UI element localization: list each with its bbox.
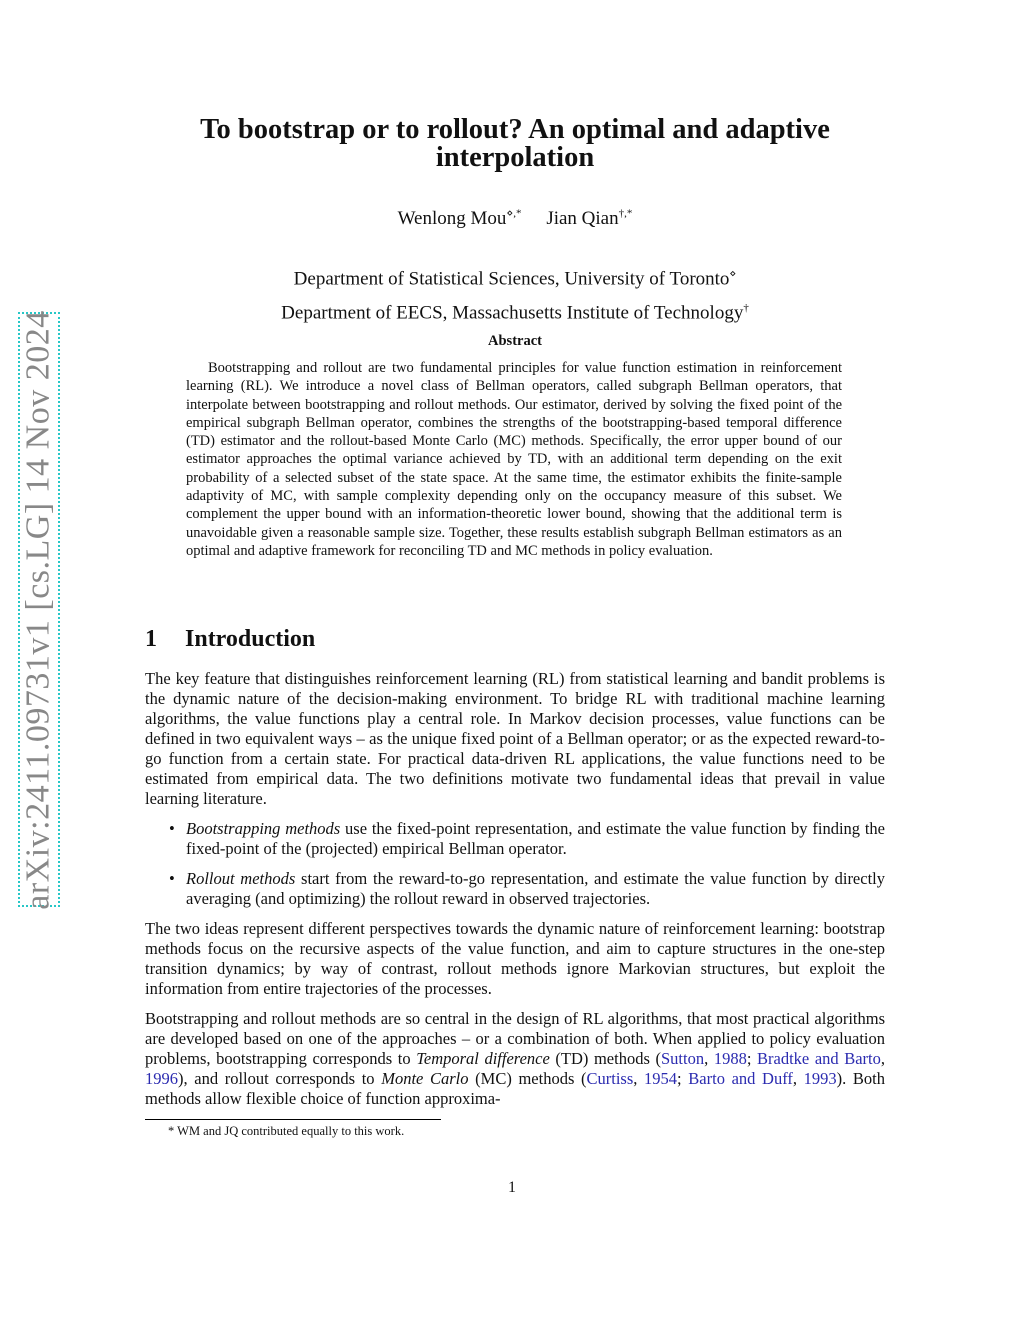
footnote-rule [145, 1119, 441, 1120]
affiliation: Department of EECS, Massachusetts Institute of Technology† [281, 302, 749, 324]
author: Jian Qian†,* [546, 208, 633, 230]
citation-link[interactable]: Curtiss [586, 1069, 634, 1088]
arxiv-stamp-text: arXiv:2411.09731v1 [cs.LG] 14 Nov 2024 [20, 309, 58, 910]
paragraph: Bootstrapping and rollout methods are so central in the design of RL algorithms, that most practical algorithms are developed based on one of the approaches – or a combination of both. When applied to policy evaluation problems, bootstrapping corresponds to Temporal difference (TD) methods (Sutton, 1988; Bradtke and Barto, 1996), and rollout corresponds to Monte Carlo (MC) methods (Curtiss, 1954; Barto and Duff, 1993). Both methods allow flexible choice of function approxima- [145, 1009, 886, 1108]
citation-link[interactable]: Bradtke and Barto [757, 1049, 881, 1068]
paragraph: The two ideas represent different perspectives towards the dynamic nature of reinforcement learning: bootstrap methods focus on the recursive aspects of the value function, and aim to capture structures in the one-step transition dynamics; by way of contrast, rollout methods ignore Markovian structures, but exploit the information from entire trajectories of the processes. [145, 919, 885, 998]
section-title: Introduction [185, 626, 316, 652]
footnote: * WM and JQ contributed equally to this work. [168, 1124, 405, 1138]
citation-link[interactable]: Barto and Duff [688, 1069, 793, 1088]
citation-link[interactable]: 1954 [644, 1069, 678, 1088]
abstract-text: Bootstrapping and rollout are two fundamental principles for value function estimation in reinforcement learning (RL). We introduce a novel class of Bellman operators, called subgraph Bellman operators, that interpolate between bootstrapping and rollout methods. Our estimator, derived by solving the fixed point of the empirical subgraph Bellman operator, combines the strengths of the bootstrapping-based temporal difference (TD) estimator and the rollout-based Monte Carlo (MC) methods. Specifically, the error upper bound of our estimator approaches the optimal variance achieved by TD, with an additional term depending on the exit probability of a selected subset of the state space. At the same time, the estimator exhibits the finite-sample adaptivity of MC, with sample complexity depending only on the occupancy measure of this subset. We complement the upper bound with an information-theoretic lower bound, showing that the additional term is unavoidable given a reasonable sample size. Together, these results establish subgraph Bellman estimators as an optimal and adaptive framework for reconciling TD and MC methods in policy evaluation. [186, 360, 842, 559]
paper-title: To bootstrap or to rollout? An optimal and adaptive interpolation [200, 114, 830, 173]
citation-link[interactable]: 1988 [713, 1049, 747, 1068]
list-item: • Bootstrapping methods use the fixed-point representation, and estimate the value function by finding the fixed-point of the (projected) empirical Bellman operator. [186, 819, 885, 859]
bullet-list [145, 819, 885, 909]
body-text [145, 669, 885, 1119]
affiliation-mark: † [743, 302, 749, 314]
paragraph: The key feature that distinguishes reinforcement learning (RL) from statistical learning and bandit problems is the dynamic nature of the decision-making environment. To bridge RL with traditional machine learning algorithms, the value functions play a central role. In Markov decision processes, value functions can be defined in two equivalent ways – as the unique fixed point of a Bellman operator; or as the expected reward-to-go function from a certain state. For practical data-driven RL applications, the value functions need to be estimated from empirical data. The two definitions motivate two fundamental ideas that prevail in value learning literature. [145, 669, 885, 808]
abstract-heading: Abstract [488, 333, 542, 349]
citation-link[interactable]: 1996 [145, 1069, 178, 1088]
list-item: • Rollout methods start from the reward-to-go representation, and estimate the value function by directly averaging (and optimizing) the rollout reward in observed trajectories. [186, 869, 885, 909]
affiliation: Department of Statistical Sciences, University of Toronto⋄ [293, 268, 737, 290]
arxiv-stamp [18, 309, 60, 910]
author-mark: ⋄,* [506, 208, 522, 220]
author: Wenlong Mou⋄,* [397, 208, 522, 230]
affiliation-mark: ⋄ [729, 268, 737, 280]
section-heading [145, 626, 315, 653]
author-mark: †,* [618, 208, 633, 220]
section-number: 1 [145, 626, 157, 652]
author-list [150, 207, 880, 230]
citation-link[interactable]: Sutton [660, 1049, 705, 1068]
citation-link[interactable]: 1993 [803, 1069, 837, 1088]
page-number: 1 [508, 1179, 516, 1196]
